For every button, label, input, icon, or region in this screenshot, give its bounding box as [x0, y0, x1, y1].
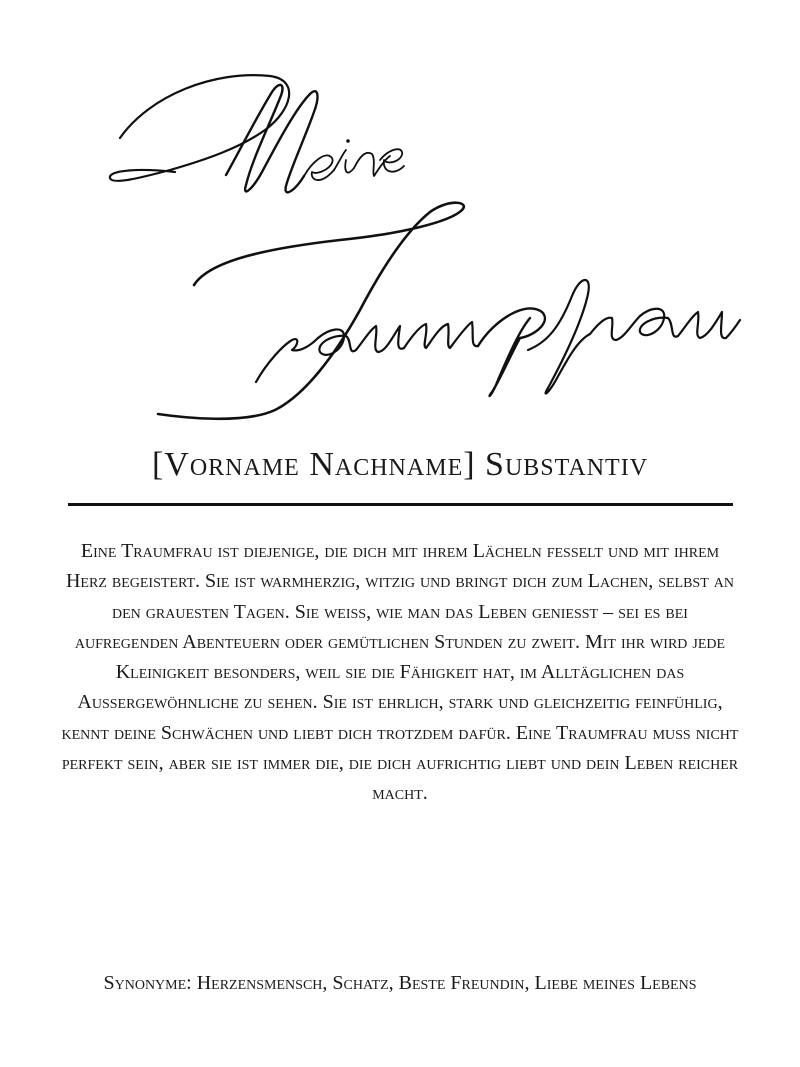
divider-line	[68, 503, 733, 506]
title-word-meine	[110, 75, 404, 192]
dictionary-entry-header: [Vorname Nachname] Substantiv	[151, 446, 649, 483]
script-title	[0, 0, 800, 440]
definition-text: Eine Traumfrau ist diejenige, die dich mit ihrem Lächeln fesselt und mit ihrem Herz begeistert. Sie ist warmherzig, witzig und bringt dich zum Lachen, selbst an den grauesten Tagen. Sie weiß, wie man das Leben genießt – sei es bei aufregenden Abenteuern oder gemütlichen Stunden zu zweit. Mit ihr wird jede Kleinigkeit besonders, weil sie die Fähigkeit hat, im Alltäglichen das Außergewöhnliche zu sehen. Sie ist ehrlich, stark und gleichzeitig feinfühlig, kennt deine Schwächen und liebt dich trotzdem dafür. Eine Traumfrau muss nicht perfekt sein, aber sie ist immer die, die dich aufrichtig liebt und dein Leben reicher macht.	[61, 540, 739, 805]
synonyms-text: Synonyme: Herzensmensch, Schatz, Beste Freundin, Liebe meines Lebens	[103, 972, 697, 994]
title-word-traumfrau	[158, 203, 740, 419]
